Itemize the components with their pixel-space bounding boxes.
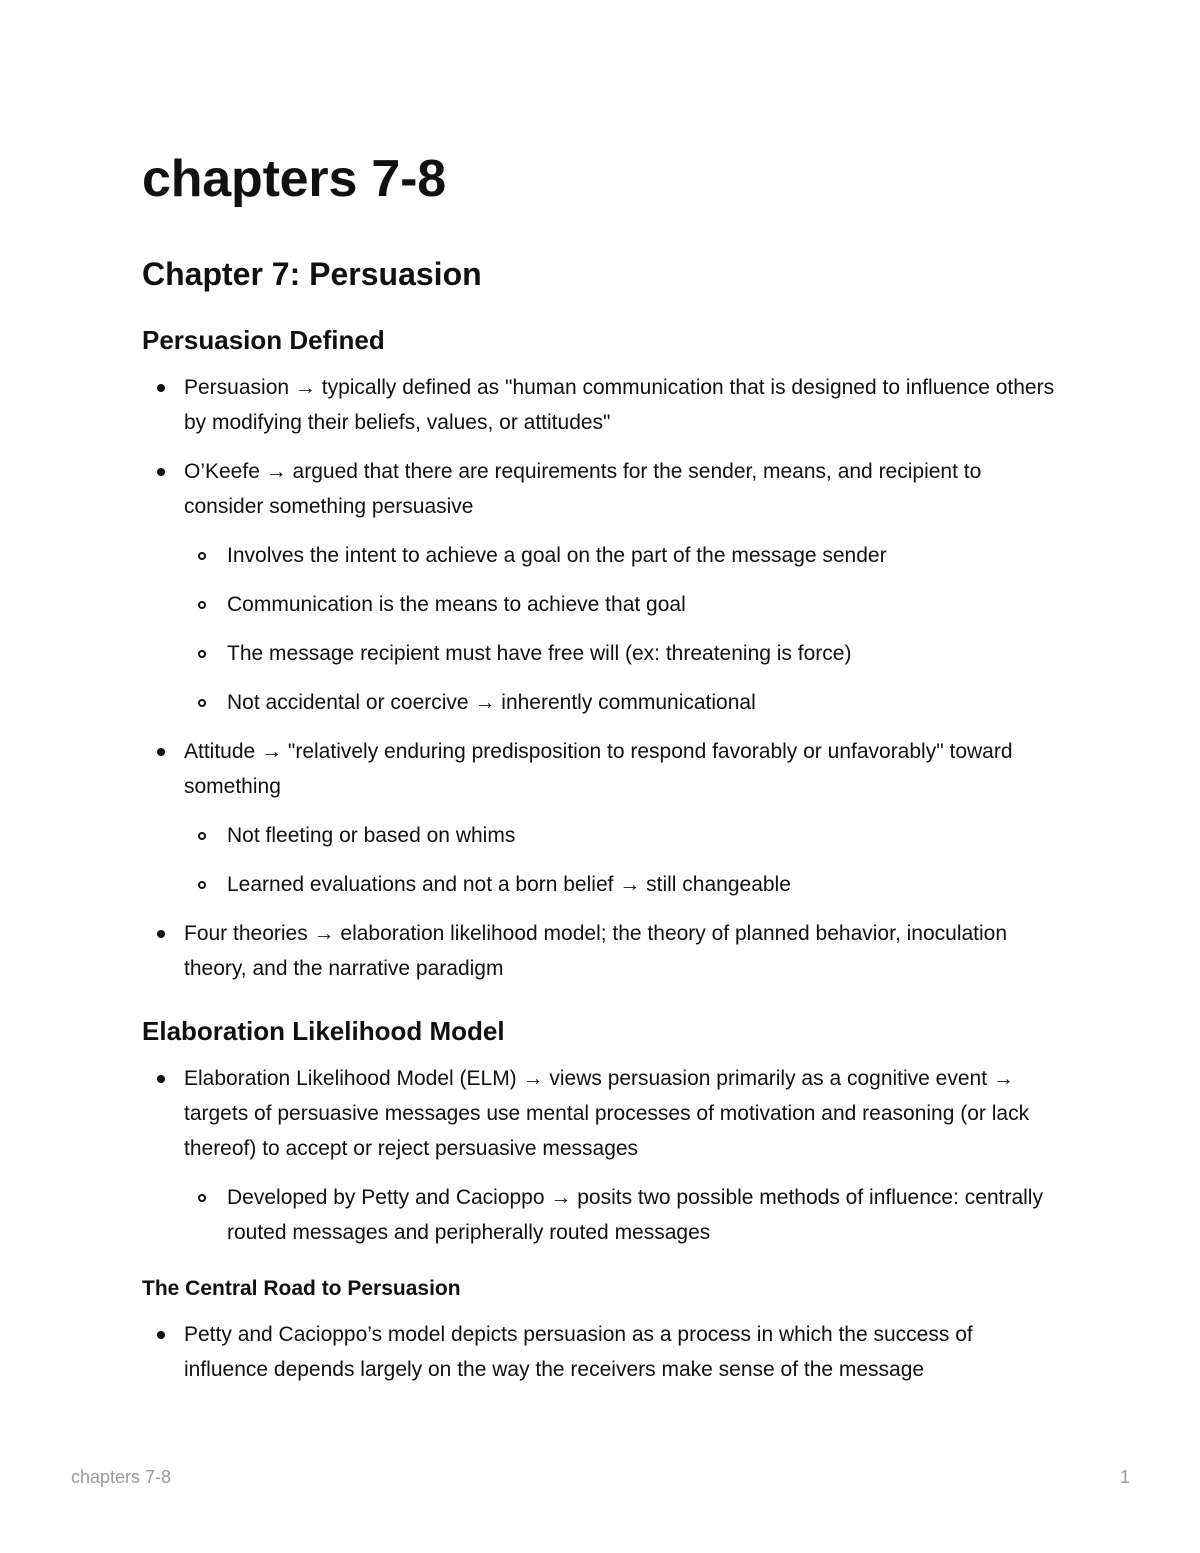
sub-list-item-text: Learned evaluations and not a born belief → still changeable: [227, 873, 791, 896]
section-heading-elaboration-likelihood-model: Elaboration Likelihood Model: [142, 1016, 505, 1046]
list-item-text: O’Keefe → argued that there are requirements for the sender, means, and recipient to consider something persuasive: [184, 460, 982, 518]
sub-list-item-text: Communication is the means to achieve that goal: [227, 593, 686, 616]
document-title: chapters 7-8: [142, 150, 446, 208]
sub-list-item-text: Involves the intent to achieve a goal on the part of the message sender: [227, 544, 887, 567]
document-content: [142, 148, 1062, 1387]
list-item: [142, 916, 1062, 986]
list-item-text: Elaboration Likelihood Model (ELM) → views persuasion primarily as a cognitive event → targets of persuasive messages use mental processes of motivation and reasoning (or lack thereof) to accept or reject persuasive messages: [184, 1067, 1030, 1160]
chapter-heading: Chapter 7: Persuasion: [142, 256, 482, 292]
sub-list-item: [184, 1180, 1062, 1250]
sub-list-item-text: The message recipient must have free will (ex: threatening is force): [227, 642, 852, 665]
list-item-text: Attitude → "relatively enduring predisposition to respond favorably or unfavorably" toward something: [184, 740, 1013, 798]
list-item: [142, 1317, 1062, 1387]
sub-list-item: [184, 636, 1062, 671]
list-item: [142, 370, 1062, 440]
sub-list-item-text: Developed by Petty and Cacioppo → posits two possible methods of influence: centrally routed messages and peripherally routed messages: [227, 1186, 1043, 1244]
bullet-list: [142, 1061, 1062, 1250]
list-item: [142, 1061, 1062, 1250]
sub-list-item: [184, 867, 1062, 902]
list-item-text: Four theories → elaboration likelihood model; the theory of planned behavior, inoculation theory, and the narrative paradigm: [184, 922, 1008, 980]
sub-list-item: [184, 685, 1062, 720]
section-heading-persuasion-defined: Persuasion Defined: [142, 325, 385, 355]
sub-list-item-text: Not accidental or coercive → inherently communicational: [227, 691, 756, 714]
list-item-text: Persuasion → typically defined as "human communication that is designed to influence others by modifying their beliefs, values, or attitudes": [184, 376, 1055, 434]
sub-bullet-list: [184, 538, 1062, 720]
bullet-list: [142, 1317, 1062, 1387]
sub-list-item: [184, 587, 1062, 622]
footer-title: chapters 7-8: [71, 1467, 172, 1487]
sub-bullet-list: [184, 818, 1062, 902]
list-item: [142, 734, 1062, 902]
sub-list-item: [184, 538, 1062, 573]
list-item: [142, 454, 1062, 720]
page-number: 1: [1120, 1467, 1131, 1487]
bullet-list: [142, 370, 1062, 986]
list-item-text: Petty and Cacioppo’s model depicts persuasion as a process in which the success of influence depends largely on the way the receivers make sense of the message: [184, 1323, 973, 1381]
sub-list-item-text: Not fleeting or based on whims: [227, 824, 516, 847]
subsection-heading-central-road: The Central Road to Persuasion: [142, 1277, 461, 1300]
sub-bullet-list: [184, 1180, 1062, 1250]
sub-list-item: [184, 818, 1062, 853]
